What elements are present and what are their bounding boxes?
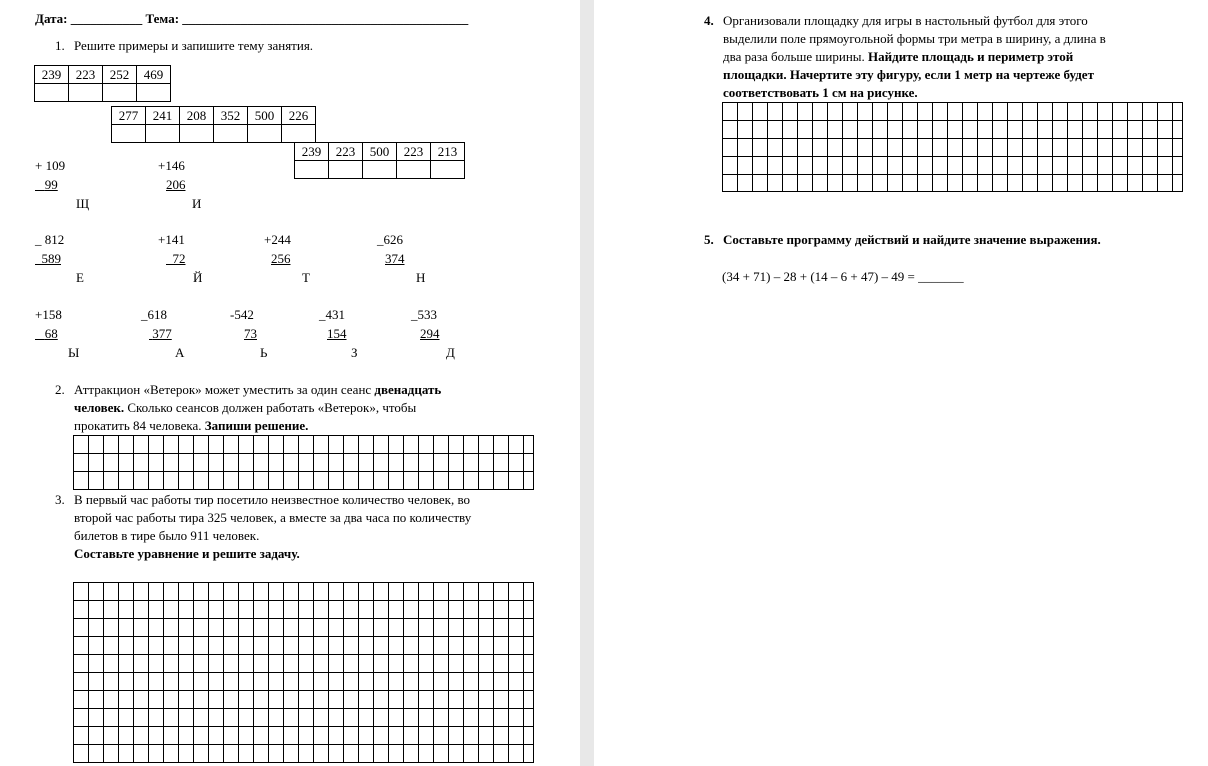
- cell-number: 239: [35, 66, 69, 84]
- task5-text: Составьте программу действий и найдите значение выражения.: [723, 232, 1101, 247]
- cell-answer[interactable]: [295, 161, 329, 179]
- cell-number: 208: [180, 107, 214, 125]
- task1-text: Решите примеры и запишите тему занятия.: [74, 38, 314, 53]
- example-bottom: 72: [172, 251, 186, 266]
- example-bottom: 206: [166, 177, 186, 192]
- example-bottom: 73: [244, 326, 257, 341]
- cell-answer[interactable]: [397, 161, 431, 179]
- cell-number: 277: [112, 107, 146, 125]
- example-letter: Д: [446, 345, 455, 360]
- example-bottom: 374: [385, 251, 405, 266]
- example-top: +146: [158, 158, 185, 173]
- example-letter: И: [192, 196, 202, 211]
- cell-number: 500: [248, 107, 282, 125]
- cell-answer[interactable]: [248, 125, 282, 143]
- example-top: +141: [158, 232, 185, 247]
- cell-number: 469: [137, 66, 171, 84]
- cell-answer[interactable]: [329, 161, 363, 179]
- cell-number: 223: [69, 66, 103, 84]
- example-bottom: 377: [152, 326, 172, 341]
- example-letter: Т: [302, 270, 310, 285]
- task4-text: Организовали площадку для игры в настольный футбол для этого выделили поле прямоугольной формы три метра в ширину, а длина в два раза больше ширины. Найдите площадь и периметр этой площадки. Начертите эту фигуру, если 1 метр на чертеже будет соответствовать 1 см на рисунке.: [723, 13, 1106, 100]
- cell-number: 352: [214, 107, 248, 125]
- topic-blank[interactable]: ____________________________________________: [182, 11, 469, 26]
- example-bottom: 99: [44, 177, 58, 192]
- example-bottom: 256: [271, 251, 291, 266]
- task-number: 4.: [704, 13, 714, 28]
- cell-answer[interactable]: [282, 125, 316, 143]
- drawing-grid-task4[interactable]: [722, 102, 1183, 192]
- example-letter: Е: [76, 270, 84, 285]
- example-letter: Н: [416, 270, 426, 285]
- cell-answer[interactable]: [214, 125, 248, 143]
- cell-answer[interactable]: [35, 84, 69, 102]
- expression: (34 + 71) – 28 + (14 – 6 + 47) – 49 =: [722, 269, 919, 284]
- cell-answer[interactable]: [146, 125, 180, 143]
- topic-label: Тема:: [145, 11, 183, 26]
- example-letter: Ы: [68, 345, 80, 360]
- answer-table-3: [294, 142, 465, 179]
- task-number: 5.: [704, 232, 714, 247]
- example-top: -542: [230, 307, 254, 322]
- cell-answer[interactable]: [103, 84, 137, 102]
- cell-number: 223: [397, 143, 431, 161]
- task3-text: В первый час работы тир посетило неизвестное количество человек, во второй час работы тира 325 человек, а вместе за два часа по количеству билетов в тире было 911 человек. Составьте уравнение и решите задачу.: [74, 492, 472, 561]
- cell-number: 223: [329, 143, 363, 161]
- example-top: _626: [377, 232, 403, 247]
- example-bottom: 68: [44, 326, 58, 341]
- answer-blank[interactable]: _______: [918, 269, 964, 284]
- example-top: _618: [141, 307, 167, 322]
- cell-answer[interactable]: [363, 161, 397, 179]
- example-top: _431: [319, 307, 345, 322]
- cell-number: 241: [146, 107, 180, 125]
- cell-answer[interactable]: [112, 125, 146, 143]
- answer-table-2: [111, 106, 316, 143]
- example-letter: Щ: [76, 196, 90, 211]
- example-bottom: 154: [327, 326, 347, 341]
- cell-answer[interactable]: [180, 125, 214, 143]
- example-top: _ 812: [35, 232, 65, 247]
- date-blank[interactable]: ___________: [70, 11, 143, 26]
- example-bottom: 294: [420, 326, 440, 341]
- task2-text: Аттракцион «Ветерок» может уместить за один сеанс двенадцать человек. Сколько сеансов должен работать «Ветерок», чтобы прокатить 84 человека. Запиши решение.: [74, 382, 442, 433]
- page-left: [0, 0, 580, 766]
- cell-number: 500: [363, 143, 397, 161]
- cell-number: 239: [295, 143, 329, 161]
- task-number: 3.: [55, 492, 65, 507]
- task-number: 2.: [55, 382, 65, 397]
- example-top: +244: [264, 232, 291, 247]
- task-number: 1.: [55, 38, 65, 53]
- page-gutter: [580, 0, 594, 766]
- example-top: _533: [411, 307, 437, 322]
- task5-expression: [722, 269, 964, 285]
- example-letter: Ь: [260, 345, 268, 360]
- cell-answer[interactable]: [69, 84, 103, 102]
- solution-grid-task3[interactable]: [73, 582, 534, 763]
- example-letter: А: [175, 345, 185, 360]
- cell-number: 226: [282, 107, 316, 125]
- answer-table-1: [34, 65, 171, 102]
- example-top: + 109: [35, 158, 66, 173]
- solution-grid-task2[interactable]: [73, 435, 534, 490]
- cell-number: 252: [103, 66, 137, 84]
- example-bottom: 589: [41, 251, 61, 266]
- cell-answer[interactable]: [431, 161, 465, 179]
- example-top: +158: [35, 307, 62, 322]
- example-letter: З: [351, 345, 358, 360]
- cell-number: 213: [431, 143, 465, 161]
- cell-answer[interactable]: [137, 84, 171, 102]
- page-right: [594, 0, 1208, 766]
- date-label: Дата:: [35, 11, 71, 26]
- header-line: [35, 11, 468, 27]
- example-letter: Й: [193, 270, 203, 285]
- task1-heading: [55, 38, 313, 54]
